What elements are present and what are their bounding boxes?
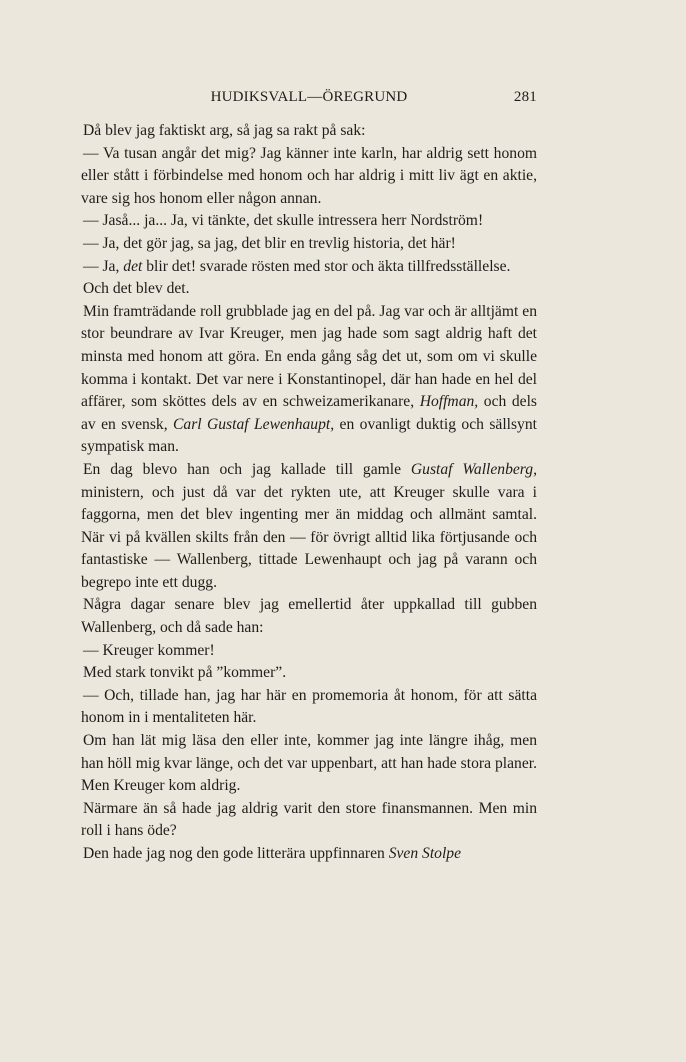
text-segment: blir det! svarade rösten med stor och äkta tillfredsställelse. <box>142 257 511 275</box>
text-segment: — Va tusan angår det mig? Jag känner inte karln, har aldrig sett honom eller stått i förbindelse med honom och har aldrig i mitt liv ägt en aktie, vare sig hos honom eller någon annan. <box>81 144 537 207</box>
paragraph <box>81 843 537 866</box>
italic-segment: Hoffman, <box>419 393 479 411</box>
text-segment: ministern, och just då var det rykten ute, att Kreuger skulle vara i faggorna, men det blev ingenting mer än middag och allmänt samtal. När vi på kvällen skilts från den — för övrigt alltid lika förtjusande och fantastiske — Wallenberg, tittade Lewenhaupt och jag på varann och begrepo inte ett dugg. <box>81 483 537 591</box>
text-segment: Den hade jag nog den gode litterära uppfinnaren <box>83 845 389 862</box>
text-segment: — Jaså... ja... Ja, vi tänkte, det skulle intressera herr Nordström! <box>83 212 484 230</box>
paragraph <box>81 594 537 639</box>
running-head <box>81 89 537 109</box>
text-segment: en ovanligt duktig och sällsynt sympatisk man. <box>81 415 537 456</box>
page-number: 281 <box>513 89 537 105</box>
paragraph <box>81 143 537 211</box>
paragraph <box>81 685 537 730</box>
paragraph <box>81 798 537 843</box>
text-segment: Då blev jag faktiskt arg, så jag sa rakt på sak: <box>83 122 366 139</box>
paragraph <box>81 256 537 279</box>
paragraph <box>81 278 537 301</box>
paragraph <box>81 210 537 233</box>
text-segment: — Kreuger kommer! <box>83 641 215 659</box>
text-segment: Om han lät mig läsa den eller inte, kommer jag inte längre ihåg, men han höll mig kvar länge, och det var uppenbart, att han hade stora planer. Men Kreuger kom aldrig. <box>81 732 537 795</box>
text-segment: — Ja, <box>83 257 124 275</box>
text-segment: Närmare än så hade jag aldrig varit den store finansmannen. Men min roll i hans öde? <box>81 799 537 840</box>
paragraph <box>81 120 537 143</box>
paragraph <box>81 730 537 798</box>
paragraph <box>81 459 537 595</box>
paragraph <box>81 662 537 685</box>
italic-segment: Sven Stolpe <box>388 845 462 862</box>
text-segment: Och det blev det. <box>83 280 190 298</box>
italic-segment: Gustaf Wallenberg, <box>410 460 537 478</box>
text-segment: och dels av en svensk, <box>81 393 538 433</box>
text-segment: Med stark tonvikt på ”kommer”. <box>83 664 287 682</box>
text-segment: En dag blevo han och jag kallade till gamle <box>83 460 411 478</box>
paragraph <box>81 640 537 663</box>
text-segment: Min framträdande roll grubblade jag en del på. Jag var och är alltjämt en stor beundrare av Ivar Kreuger, men jag hade som sagt aldrig haft det minsta med honom att göra. En enda gång såg det ut, som om vi skulle komma i kontakt. Det var nere i Konstantinopel, där han hade en hel del affärer, som sköttes dels av en schweizamerikanare, <box>81 302 537 411</box>
italic-segment: Carl Gustaf Lewenhaupt, <box>173 415 335 433</box>
paragraph <box>81 301 537 459</box>
text-segment: Några dagar senare blev jag emellertid åter uppkallad till gubben Wallenberg, och då sade han: <box>81 596 537 637</box>
text-segment: — Och, tillade han, jag har här en promemoria åt honom, för att sätta honom in i mentaliteten här. <box>81 686 537 727</box>
text-segment: — Ja, det gör jag, sa jag, det blir en trevlig historia, det här! <box>83 234 456 252</box>
running-title: HUDIKSVALL—ÖREGRUND <box>210 89 408 105</box>
body-text <box>81 120 537 866</box>
paragraph <box>81 233 537 256</box>
italic-segment: det <box>123 257 143 275</box>
